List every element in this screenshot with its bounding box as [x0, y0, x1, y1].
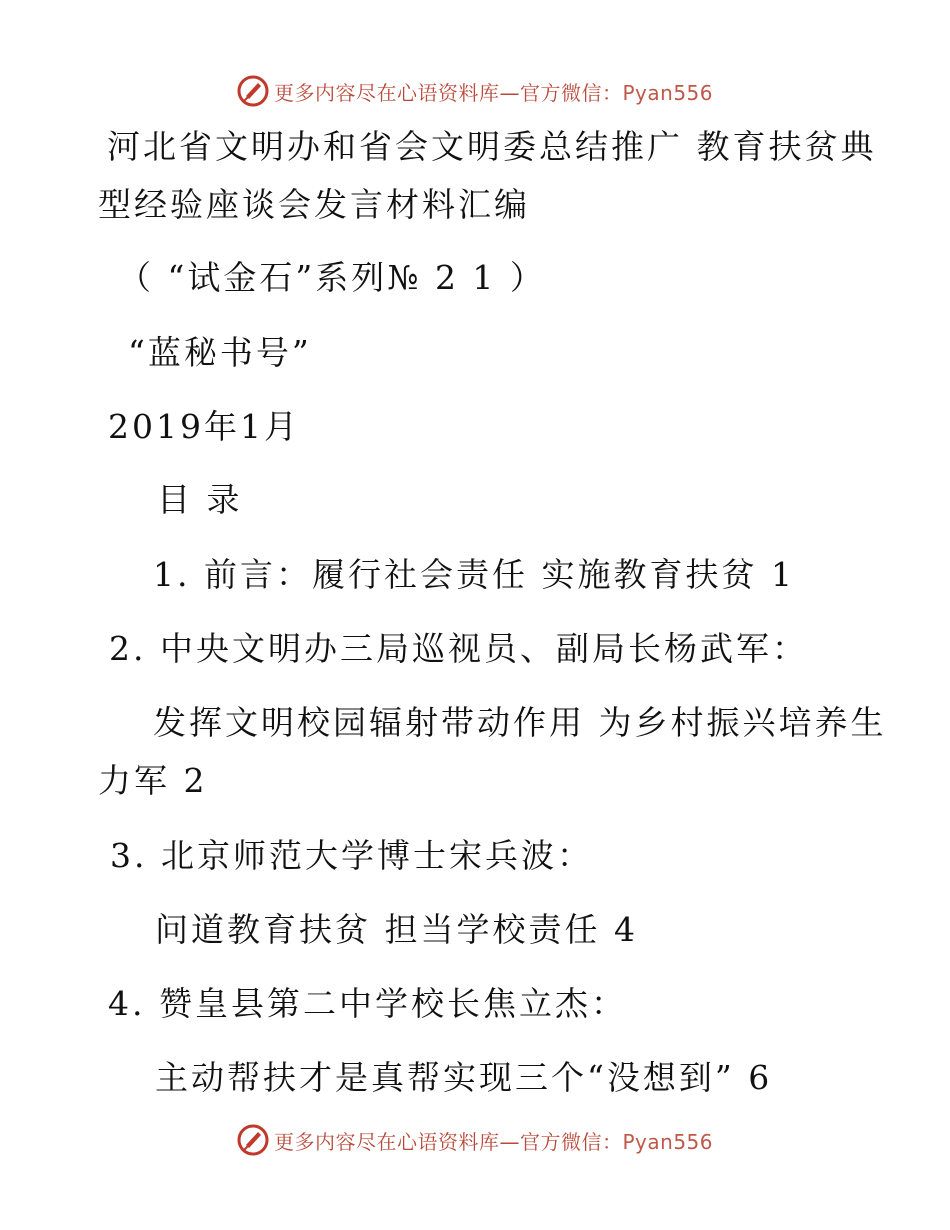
toc-heading: 目 录 [157, 480, 243, 519]
toc-item: 主动帮扶才是真帮实现三个“没想到” 6 [155, 1058, 773, 1097]
doc-title-line-1: 河北省文明办和省会文明委总结推广 教育扶贫典 [107, 127, 877, 166]
watermark-bottom [236, 1120, 713, 1160]
brand-logo-icon [236, 1123, 270, 1157]
doc-series: （ “试金石”系列№ 2 1 ） [118, 258, 546, 297]
toc-item: 发挥文明校园辐射带动作用 为乡村振兴培养生 [153, 703, 887, 742]
watermark-text: 更多内容尽在心语资料库—官方微信：Pyan556 [274, 80, 714, 105]
toc-item: 力军 2 [98, 761, 208, 800]
toc-item: 2. 中央文明办三局巡视员、副局长杨武军： [109, 629, 808, 668]
doc-date: 2019年1月 [108, 407, 300, 446]
toc-item: 3. 北京师范大学博士宋兵波： [110, 836, 593, 875]
toc-item: 问道教育扶贫 担当学校责任 4 [155, 910, 638, 949]
doc-source: “蓝秘书号” [128, 333, 312, 372]
toc-item: 1. 前言：履行社会责任 实施教育扶贫 1 [153, 555, 795, 594]
watermark-text: 更多内容尽在心语资料库—官方微信：Pyan556 [274, 1129, 714, 1154]
toc-item: 4. 赞皇县第二中学校长焦立杰： [108, 984, 627, 1023]
doc-title-line-2: 型经验座谈会发言材料汇编 [98, 185, 530, 224]
brand-logo-icon [236, 74, 270, 108]
watermark-top [236, 71, 713, 111]
